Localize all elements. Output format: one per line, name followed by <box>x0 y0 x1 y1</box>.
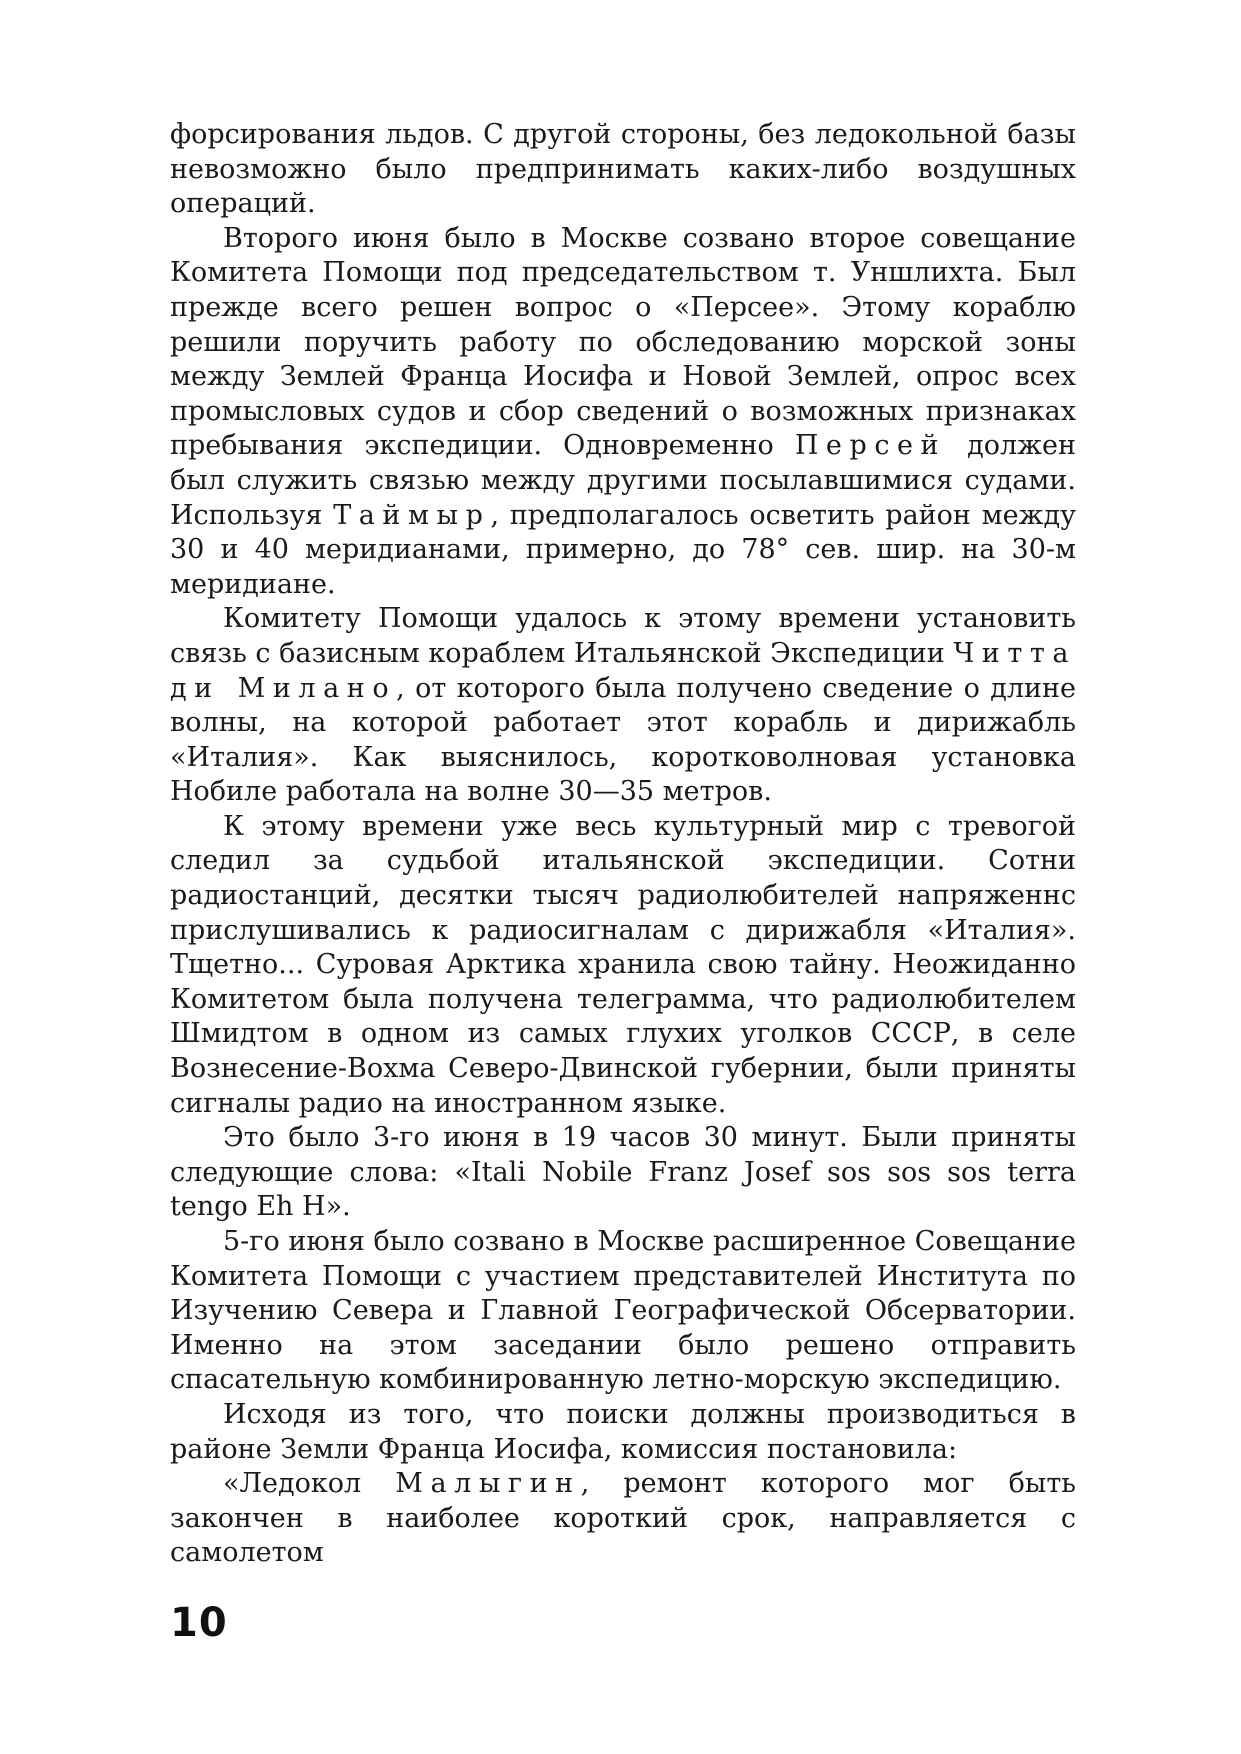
text-segment: К этому времени уже весь культурный мир с тревогой следил за судьбой итальянской экспедиции. Сотни радиостанций, десятки тысяч радиолюбителей напряженнс прислушивались к радиосигналам с дирижабля «Италия». Тщетно... Суровая Арктика хранила свою тайну. Неожиданно Комитетом была получена телеграмма, что радиолюбителем Шмидтом в одном из самых глухих уголков СССР, в селе Вознесение-Вохма Северо-Двинской губернии, были приняты сигналы радио на иностранном языке. <box>170 810 1076 1119</box>
text-segment: должен был служить связью между другими посылавшимися судами. Используя <box>170 430 1076 531</box>
body-text <box>170 118 1076 1571</box>
text-segment: Комитету Помощи удалось к этому времени установить связь с базисным кораблем Итальянской Экспедиции <box>170 603 1076 669</box>
text-segment: , предполагалось осветить район между 30 и 40 меридианами, примерно, до 78° сев. шир. на 30-м меридиане. <box>170 499 1076 600</box>
paragraph-4 <box>170 810 1076 1121</box>
paragraph-1 <box>170 118 1076 222</box>
text-segment: , от которого была получено сведение о длине волны, на которой работает этот корабль и дирижабль «Италия». Как выяснилось, коротковолновая установка Нобиле работала на волне 30—35 метров. <box>170 672 1076 808</box>
ship-name-taimyr: Таймыр <box>333 499 491 531</box>
paragraph-8 <box>170 1467 1076 1571</box>
paragraph-2 <box>170 222 1076 603</box>
text-segment: Второго июня было в Москве созвано второе совещание Комитета Помощи под председательством т. Уншлихта. Был прежде всего решен вопрос о «Персее». Этому кораблю решили поручить работу по обследованию морской зоны между Землей Франца Иосифа и Новой Землей, опрос всех промысловых судов и сбор сведений о возможных признаках пребывания экспедиции. Одновременно <box>170 222 1076 462</box>
ship-name-perseus: Персей <box>794 430 947 462</box>
page-number: 10 <box>170 1600 228 1646</box>
ship-name-malygin: Малыгин <box>395 1468 581 1500</box>
paragraph-7 <box>170 1398 1076 1467</box>
text-segment: Исходя из того, что поиски должны производиться в районе Земли Франца Иосифа, комиссия постановила: <box>170 1398 1076 1465</box>
paragraph-3 <box>170 602 1076 810</box>
ship-name-citta-di-milano: Читта ди Милано <box>170 637 1076 704</box>
paragraph-5 <box>170 1121 1076 1225</box>
text-segment: 5-го июня было созвано в Москве расширенное Совещание Комитета Помощи с участием представителей Института по Изучению Севера и Главной Географической Обсерватории. Именно на этом заседании было решено отправить спасательную комбинированную летно-морскую экспедицию. <box>170 1226 1076 1396</box>
text-segment: форсирования льдов. С другой стороны, без ледокольной базы невозможно было предпринимать каких-либо воздушных операций. <box>170 119 1076 220</box>
text-segment: «Ледокол <box>223 1468 396 1500</box>
paragraph-6 <box>170 1225 1076 1398</box>
text-segment: , ремонт которого мог быть закончен в наиболее короткий срок, направляется с самолетом <box>170 1468 1076 1569</box>
text-segment: Это было 3-го июня в 19 часов 30 минут. Были приняты следующие слова: «Itali Nobile Franz Josef sos sos sos terra tengo Eh H». <box>170 1122 1076 1223</box>
